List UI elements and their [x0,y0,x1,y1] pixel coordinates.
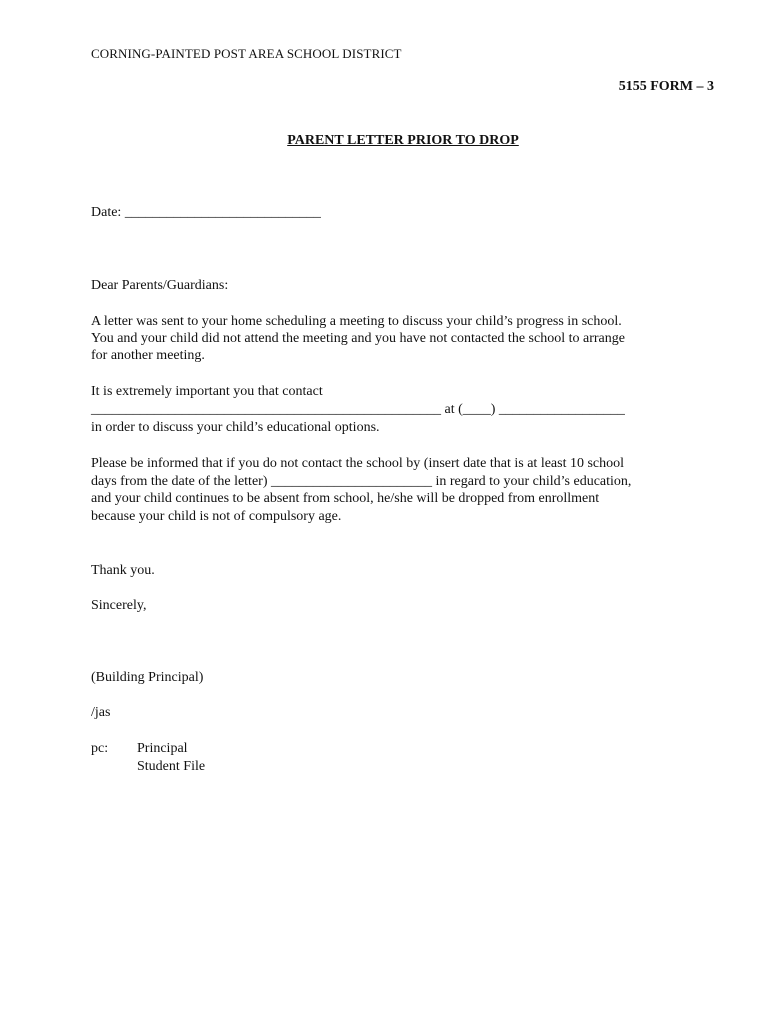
pc-recipient: Student File [137,759,206,774]
form-number: 5155 FORM – 3 [618,79,714,94]
initials: /jas [91,705,111,720]
closing: Sincerely, [91,598,147,613]
paragraph-1-line-1: A letter was sent to your home scheduling a meeting to discuss your child’s progress in school. [91,314,622,329]
date-line: Date: ____________________________ [91,205,321,220]
paragraph-3-line-2: days from the date of the letter) _______________________ in regard to your child’s education, [91,474,632,489]
paragraph-2-line-1: It is extremely important you that contact [91,384,323,399]
pc-label: pc: [91,741,109,756]
district-name: CORNING-PAINTED POST AREA SCHOOL DISTRICT [91,46,402,61]
thank-you: Thank you. [91,563,155,578]
letter-title: PARENT LETTER PRIOR TO DROP [287,133,519,148]
pc-recipient: Principal [137,741,188,756]
paragraph-2-line-3: in order to discuss your child’s educational options. [91,420,380,435]
paragraph-1-line-2: You and your child did not attend the meeting and you have not contacted the school to arrange [91,331,625,346]
paragraph-1-line-3: for another meeting. [91,348,205,363]
salutation: Dear Parents/Guardians: [91,278,229,293]
signature: (Building Principal) [91,670,204,685]
paragraph-2-line-2: __________________________________________________ at (____) __________________ [91,402,625,417]
paragraph-3-line-4: because your child is not of compulsory age. [91,509,342,524]
paragraph-3-line-3: and your child continues to be absent from school, he/she will be dropped from enrollment [91,491,600,506]
paragraph-3-line-1: Please be informed that if you do not contact the school by (insert date that is at least 10 school [91,456,625,471]
